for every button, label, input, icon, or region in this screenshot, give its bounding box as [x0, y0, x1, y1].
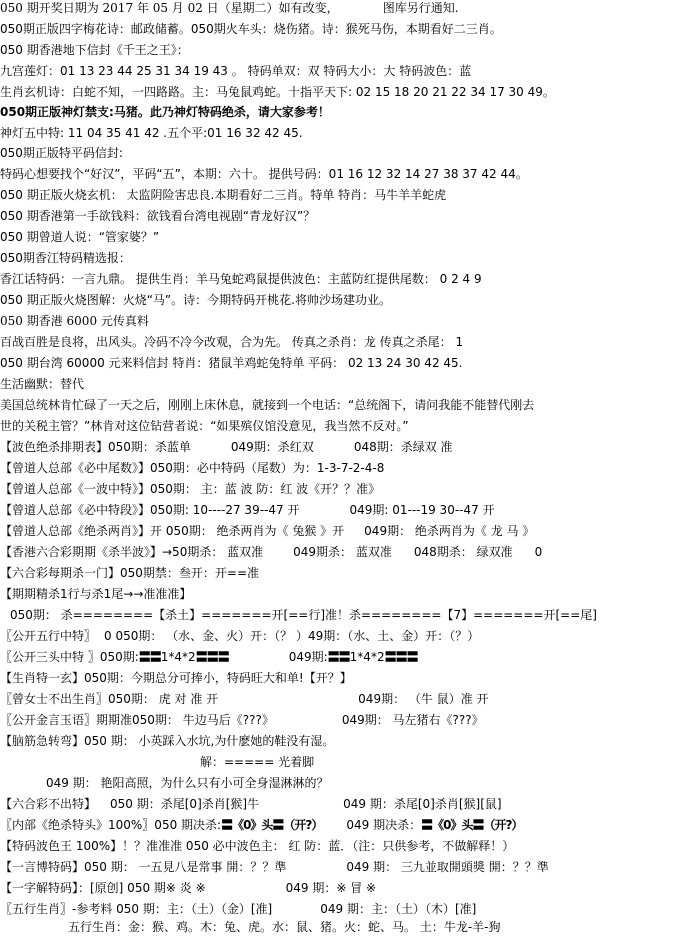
table-row: 【曾道人总部《必中尾数》】050期：必中特码（尾数）为：1-3-7-2-4-8: [0, 461, 385, 475]
table-row: 〖公开三头中特 〗050期:〓〓1*4*2〓〓〓 049期:〓〓1*4*2〓〓〓: [0, 650, 418, 664]
table-row: 【曾道人总部《必中特段》】050期: 10----27 39--47 开 049期: 01---19 30--47 开: [0, 503, 495, 517]
text-line: 神灯五中特: 11 04 35 41 42 .五个平:01 16 32 42 45.: [0, 126, 303, 140]
table-row: 〖曾女士不出生肖〗050期： 虎 对 准 开 049期： （牛 鼠）准 开: [0, 692, 489, 706]
table-row: 〖公开五行中特〗 0 050期： （水、金、火）开：（？ ）49期：（水、土、金）开：（？）: [0, 629, 480, 643]
text-line: 香江话特码：一言九鼎。 提供生肖：羊马兔蛇鸡鼠提供波色：主蓝防红提供尾数： 0 2 4 9: [0, 272, 482, 286]
table-row: 【六合彩不出特】 050 期：杀尾[0]杀肖[猴]牛 049 期：杀尾[0]杀肖[猴][鼠]: [0, 797, 502, 811]
table-row: 【特码波色王 100%】！？准准准 050 必中波色主： 红 防：蓝．（注：只供参考，不做解释！）: [0, 839, 515, 853]
table-row: 【一字解特码】：[原创] 050 期※ 炎 ※ 049 期：※ 冒 ※: [0, 881, 377, 895]
table-row: 〖公开金言玉语〗期期准050期： 牛边马后《???》 049期： 马左猪右《???》: [0, 713, 484, 727]
text-line: 050 期台湾 60000 元来料信封 特肖：猪鼠羊鸡蛇兔特单 平码： 02 13 24 30 42 45.: [0, 356, 463, 370]
text-line: 050期正版四字梅花诗：邮政储蓄。050期火车头：烧伤猪。诗：猴死马伤，本期看好二三肖。: [0, 22, 502, 36]
text-line: 050期香江特码精选报：: [0, 251, 131, 265]
text-line: 050 期正版火烧图解：火烧“马”。诗：今期特码开桃花.将帅沙场建功业。: [0, 293, 391, 307]
table-row: 【曾道人总部《一波中特》】050期： 主：蓝 波 防：红 波《开？？准》: [0, 482, 381, 496]
table-row: 【脑筋急转弯】050 期： 小英踩入水坑,为什麽她的鞋没有湿。: [0, 734, 335, 748]
header-line: 050 期开奖日期为 2017 年 05 月 02 日（星期二）如有改变， 图库另行通知.: [0, 1, 459, 15]
text-line: 生肖玄机诗：白蛇不知，一四路路。主：马兔鼠鸡蛇。十指平天下: 02 15 18 20 21 22 34 17 30 49。: [0, 85, 555, 99]
table-row: 【曾道人总部《绝杀两肖》】开 050期： 绝杀两肖为《 兔猴 》开 049期： 绝杀两肖为《 龙 马 》: [0, 524, 535, 538]
table-row: 【六合彩每期杀一门】050期禁：叁开：开==准: [0, 566, 260, 580]
table-row: 【一言博特码】050 期： 一五見八是常事 開：？？準 049 期： 三九並取開頭獎 開：？？準: [0, 860, 549, 874]
table-row: 【生肖特一玄】050期：今期总分可捧小，特码旺大和单!【开？】: [0, 671, 352, 685]
story-line: 世的关税主管？”林肯对这位钻营者说：“如果殡仪馆没意见，我当然不反对。”: [0, 419, 409, 433]
text-line: 050 期香港地下信封《千王之王》：: [0, 43, 189, 57]
table-row: 【期期精杀1行与杀1尾→→准准准】: [0, 587, 192, 601]
table-row: 049 期： 艳阳高照，为什么只有小可全身湿淋淋的？: [46, 776, 329, 790]
table-row: 050期： 杀========【杀土】=======开[==行]准！杀========【7】=======开[==尾]: [10, 608, 597, 622]
text-line: 050期正版特平码信封:: [0, 146, 123, 160]
table-row: 【香港六合彩期期《杀半波》】→50期杀： 蓝双准 049期杀： 蓝双准 048期杀： 绿双准 0: [0, 545, 543, 559]
story-line: 美国总统林肯忙碌了一天之后，刚刚上床休息，就接到一个电话：“总统阁下，请问我能不能替代刚去: [0, 398, 535, 412]
text-line: 050期正版神灯禁支:马猪。此乃神灯特码绝杀，请大家参考！: [0, 105, 330, 119]
text-line: 050 期正版火烧玄机： 太监阴险害忠良.本期看好二三肖。特单 特肖：马牛羊羊蛇虎: [0, 188, 447, 202]
table-row: 【波色绝杀排期表】050期：杀蓝单 049期：杀红双 048期：杀绿双 准: [0, 440, 453, 454]
text-line: 050 期香港 6000 元传真料: [0, 314, 149, 328]
text-line: 百战百胜是良将，出风头。冷码不冷今改观，合为先。 传真之杀肖：龙 传真之杀尾： 1: [0, 335, 464, 349]
text-line: 050 期香港第一手欲钱料：欲钱看台湾电视剧“青龙好汉”？: [0, 209, 316, 223]
table-row: 〖五行生肖〗-参考料 050 期：主：（土）（金）[准] 049 期：主：（土）（木）[准]: [0, 902, 477, 916]
table-row: 〖内部《绝杀特头》100%〗050 期决杀:〓《0》头〓（开?） 049 期决杀：〓《0》头〓（开?）: [0, 818, 523, 832]
text-line: 050 期曾道人说：“管家婆？”: [0, 230, 160, 244]
table-row: 五行生肖：金：猴、鸡。木：兔、虎。水：鼠、猪。火：蛇、马。 土：牛龙-羊-狗: [68, 920, 501, 934]
table-row: 解：===== 光着脚: [200, 755, 315, 769]
text-line: 特码心想要找个“好汉”，平码“五”，本期：六十。 提供号码：01 16 12 32 14 27 38 37 42 44。: [0, 167, 528, 181]
text-line: 九宫莲灯：01 13 23 44 25 31 34 19 43 。 特码单双：双 特码大小：大 特码波色：蓝: [0, 64, 472, 78]
text-line: 生活幽默：替代: [0, 377, 85, 391]
